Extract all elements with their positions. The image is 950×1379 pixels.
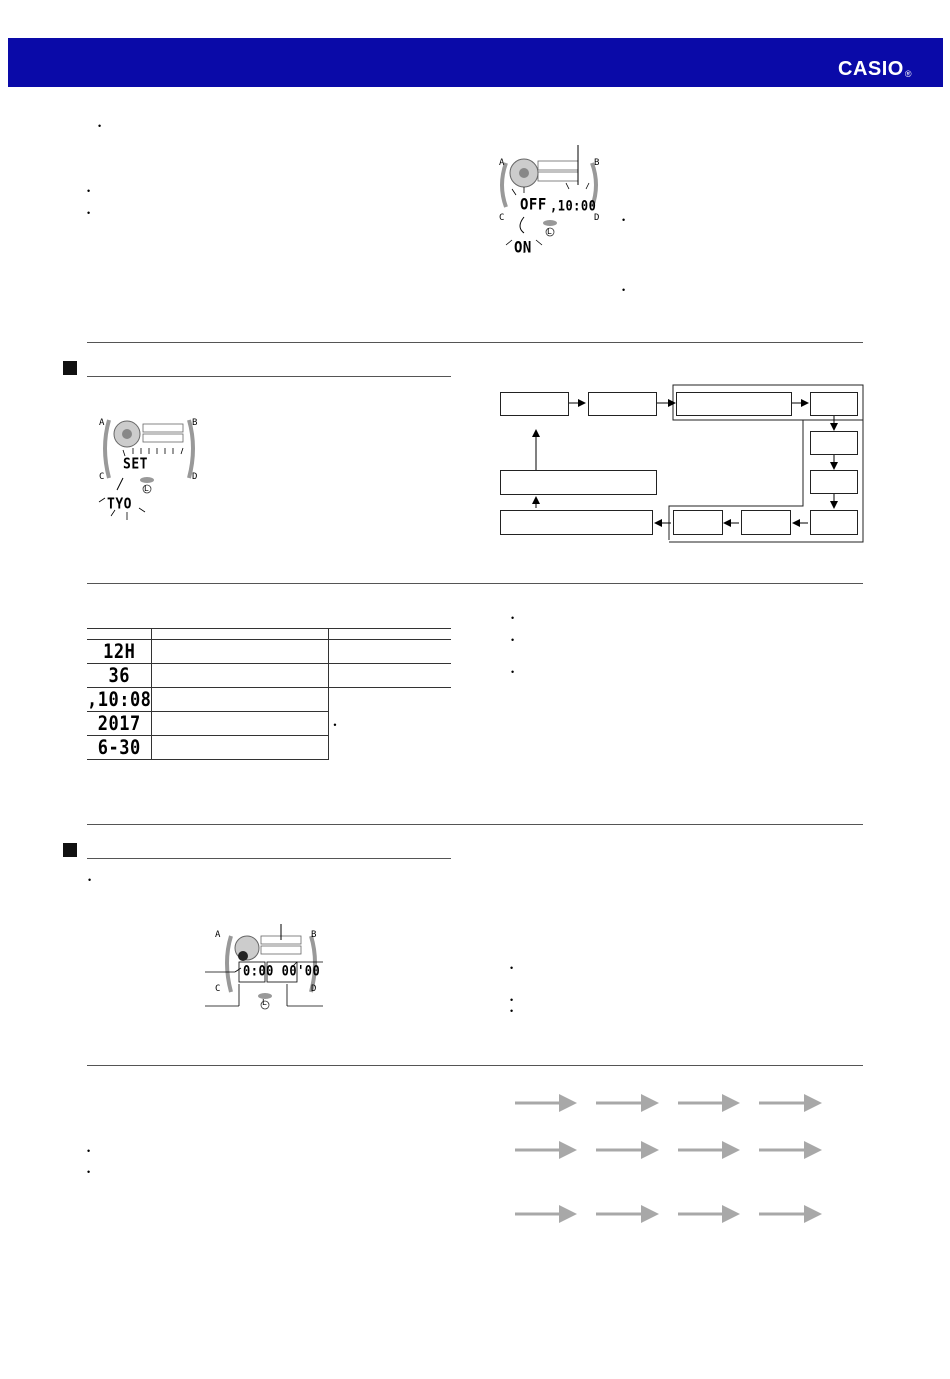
setting-sequence-diagram xyxy=(495,382,867,547)
flow-box xyxy=(588,392,657,416)
button-d-label: D xyxy=(192,472,198,482)
flow-box xyxy=(500,510,653,535)
table-cell-display: 6-30 xyxy=(87,734,152,762)
table-cell-display: ,10:08 xyxy=(87,686,152,714)
button-d-label: D xyxy=(311,984,317,994)
grey-arrow-sequence xyxy=(510,1090,840,1225)
flow-box xyxy=(741,510,791,535)
bullet: • xyxy=(511,613,515,623)
flow-box xyxy=(810,470,858,494)
table-row xyxy=(87,688,451,712)
section-underline xyxy=(87,376,451,377)
flow-box xyxy=(676,392,792,416)
flow-box xyxy=(500,392,569,416)
bullet: • xyxy=(511,667,515,677)
section-divider xyxy=(87,1065,863,1066)
bullet: • xyxy=(510,995,514,1005)
section-divider xyxy=(87,824,863,825)
section-marker xyxy=(63,361,77,375)
button-c-label: C xyxy=(99,472,105,482)
casio-logo xyxy=(838,58,912,81)
table-row xyxy=(87,640,451,664)
button-l-label: L xyxy=(144,484,149,493)
flow-box xyxy=(673,510,723,535)
lcd-time: ,10:00 xyxy=(550,197,597,215)
lcd-city: TYO xyxy=(107,495,132,514)
bullet: • xyxy=(333,719,337,730)
bullet: • xyxy=(87,208,91,218)
registered-mark: ® xyxy=(904,69,912,79)
table-cell-display: 36 xyxy=(87,662,152,690)
table-cell-display: 12H xyxy=(87,638,152,666)
section-underline xyxy=(87,858,451,859)
lcd-main: OFF xyxy=(520,195,547,215)
button-a-label: A xyxy=(499,158,505,168)
watch-illustration-alarm xyxy=(494,145,614,265)
watch-illustration-setting xyxy=(97,412,207,522)
table-cell-display: 2017 xyxy=(87,710,152,738)
section-divider xyxy=(87,583,863,584)
button-b-label: B xyxy=(192,418,198,428)
settings-table xyxy=(87,628,451,760)
bullet: • xyxy=(87,1146,91,1156)
bullet: • xyxy=(98,121,102,131)
button-c-label: C xyxy=(499,213,505,223)
bullet: • xyxy=(622,285,626,295)
header-bar xyxy=(8,38,943,87)
button-d-label: D xyxy=(594,213,600,223)
flow-box xyxy=(500,470,657,495)
table-row xyxy=(87,664,451,688)
bullet: • xyxy=(510,1006,514,1016)
lcd-main: SET xyxy=(123,455,148,474)
section-marker xyxy=(63,843,77,857)
button-b-label: B xyxy=(594,158,600,168)
button-a-label: A xyxy=(99,418,105,428)
button-b-label: B xyxy=(311,930,317,940)
button-c-label: C xyxy=(215,984,221,994)
brand-name: CASIO xyxy=(838,58,904,80)
section-divider xyxy=(87,342,863,343)
lcd-elapsed-time: 0:00 00'00 xyxy=(243,962,321,980)
button-a-label: A xyxy=(215,930,221,940)
button-l-label: L xyxy=(547,227,552,236)
watch-illustration-stopwatch xyxy=(205,922,335,1012)
bullet: • xyxy=(88,875,92,885)
lcd-alt: ON xyxy=(514,238,532,258)
bullet: • xyxy=(510,963,514,973)
bullet: • xyxy=(622,215,626,225)
bullet: • xyxy=(87,1167,91,1177)
flow-box xyxy=(810,510,858,535)
grey-arrows-svg xyxy=(510,1090,840,1225)
bullet: • xyxy=(87,186,91,196)
button-l-label: L xyxy=(262,998,267,1007)
flow-box xyxy=(810,431,858,455)
flow-box xyxy=(810,392,858,416)
bullet: • xyxy=(511,635,515,645)
